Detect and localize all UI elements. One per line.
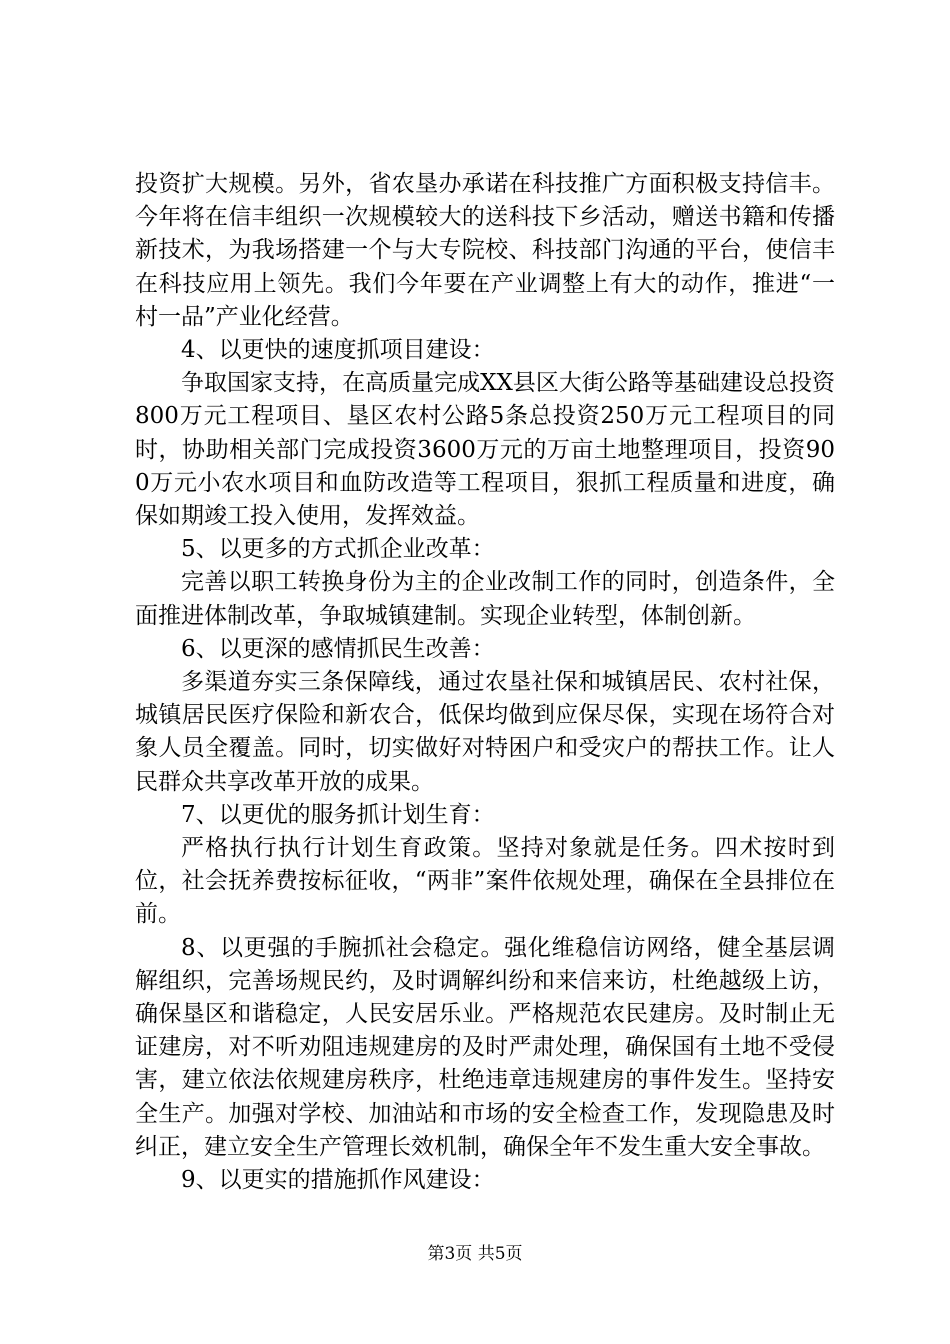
page-number: 第3页 共5页 bbox=[427, 1244, 523, 1264]
paragraph: 严格执行执行计划生育政策。坚持对象就是任务。四术按时到位，社会抚养费按标征收，“两非”案件依规处理，确保在全县排位在前。 bbox=[135, 835, 835, 928]
document-body bbox=[135, 168, 835, 1197]
section-heading-enterprise-reform: 5、以更多的方式抓企业改革： bbox=[181, 536, 495, 563]
paragraph: 完善以职工转换身份为主的企业改制工作的同时，创造条件，全面推进体制改革，争取城镇建制。实现企业转型，体制创新。 bbox=[135, 569, 835, 629]
paragraph: 争取国家支持，在高质量完成XX县区大街公路等基础建设总投资800万元工程项目、垦区农村公路5条总投资250万元工程项目的同时，协助相关部门完成投资3600万元的万亩土地整理项目，投资900万元小农水项目和血防改造等工程项目，狠抓工程质量和进度，确保如期竣工投入使用，发挥效益。 bbox=[135, 370, 835, 530]
page-footer bbox=[0, 1243, 950, 1265]
section-heading-work-style: 9、以更实的措施抓作风建设： bbox=[181, 1167, 495, 1194]
paragraph: 多渠道夯实三条保障线，通过农垦社保和城镇居民、农村社保，城镇居民医疗保险和新农合，低保均做到应保尽保，实现在场符合对象人员全覆盖。同时，切实做好对特困户和受灾户的帮扶工作。让人民群众共享改革开放的成果。 bbox=[135, 669, 835, 795]
section-heading-project-construction: 4、以更快的速度抓项目建设： bbox=[181, 337, 495, 364]
section-social-stability: 8、以更强的手腕抓社会稳定。强化维稳信访网络，健全基层调解组织，完善场规民约，及时调解纠纷和来信来访，杜绝越级上访，确保垦区和谐稳定，人民安居乐业。严格规范农民建房。及时制止无证建房，对不听劝阻违规建房的及时严肃处理，确保国有土地不受侵害，建立依法依规建房秩序，杜绝违章违规建房的事件发生。坚持安全生产。加强对学校、加油站和市场的安全检查工作，发现隐患及时纠正，建立安全生产管理长效机制，确保全年不发生重大安全事故。 bbox=[135, 934, 835, 1160]
section-heading-family-planning: 7、以更优的服务抓计划生育： bbox=[181, 801, 495, 828]
section-heading-livelihood: 6、以更深的感情抓民生改善： bbox=[181, 635, 495, 662]
paragraph: 投资扩大规模。另外，省农垦办承诺在科技推广方面积极支持信丰。今年将在信丰组织一次规模较大的送科技下乡活动，赠送书籍和传播新技术，为我场搭建一个与大专院校、科技部门沟通的平台，使信丰在科技应用上领先。我们今年要在产业调整上有大的动作，推进“一村一品”产业化经营。 bbox=[135, 171, 835, 330]
